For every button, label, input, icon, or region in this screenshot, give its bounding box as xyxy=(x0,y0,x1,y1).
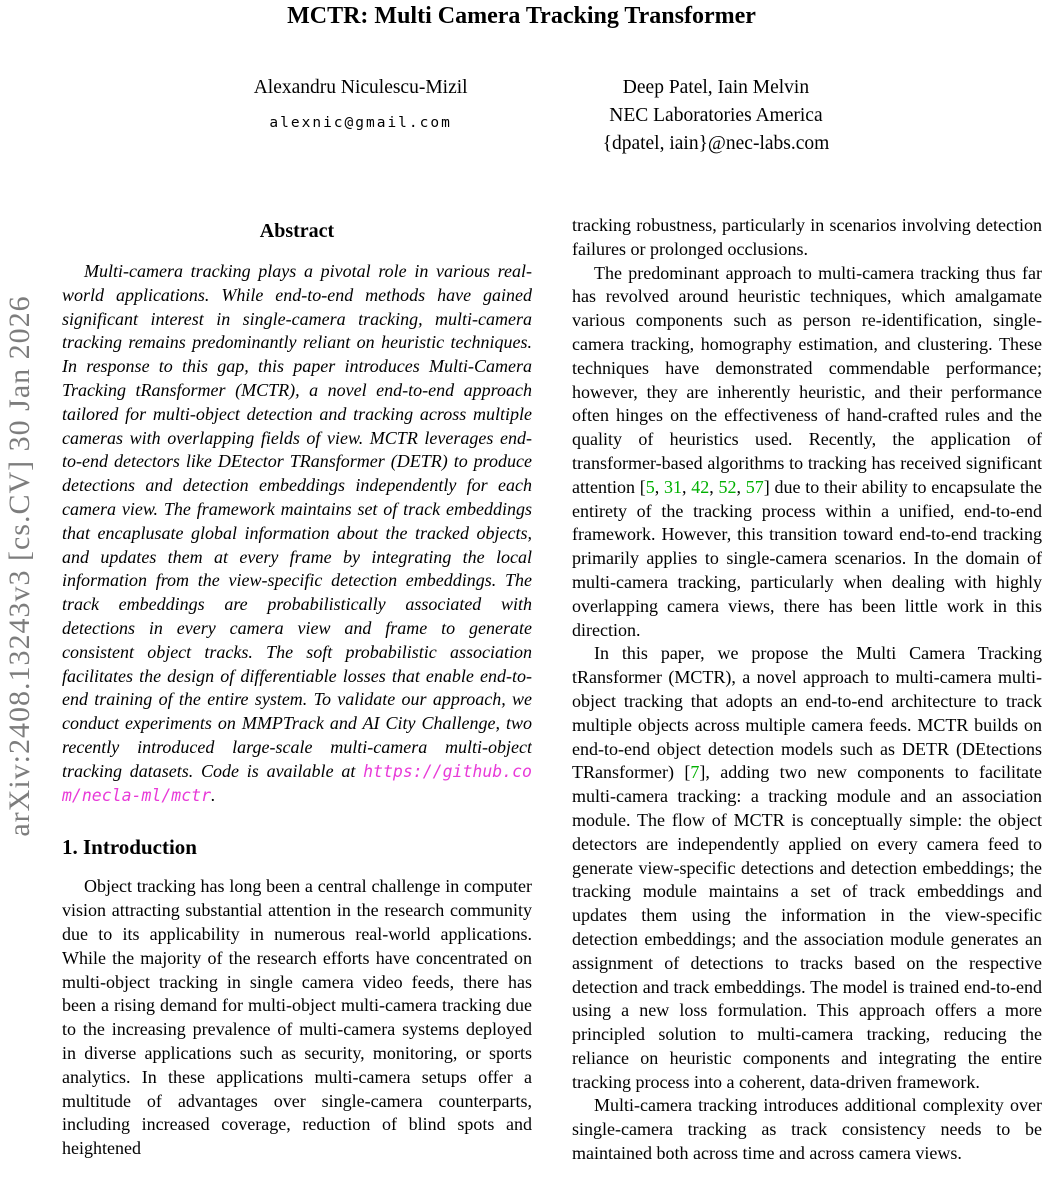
introduction-paragraph: Object tracking has long been a central challenge in computer vision attracting substantial attention in the research community due to its applicability in numerous real-world applications. While the majority of the research efforts have concentrated on multi-object tracking in single camera video feeds, there has been a rising demand for multi-object multi-camera tracking due to the increasing prevalence of multi-camera systems deployed in diverse applications such as security, monitoring, or sports analytics. In these applications multi-camera setups offer a multitude of advantages over single-camera counterparts, including increased coverage, reduction of blind spots and heightened xyxy=(62,876,532,1159)
text-segment: , xyxy=(682,476,692,497)
author-name: Deep Patel, Iain Melvin xyxy=(622,77,810,98)
text-segment: . xyxy=(211,784,216,805)
section-heading-introduction: 1. Introduction xyxy=(62,835,197,860)
paper-title: MCTR: Multi Camera Tracking Transformer xyxy=(287,3,756,29)
text-segment: ], adding two new components to facilitate multi-camera tracking: a tracking module and an association module. The flow of MCTR is conceptually simple: the object detectors are independently applied on every camera feed to generate view-specific detections and detection embeddings; the tracking module maintains a set of track embeddings and updates them using the information in the view-specific detection embeddings; and the association module generates an assignment of detections to tracks based on the respective detection and track embeddings. The model is trained end-to-end using a new loss formulation. This approach offers a more principled solution to multi-camera tracking, reducing the reliance on heuristic components and integrating the entire tracking process into a coherent, data-driven framework. xyxy=(572,762,1042,1092)
text-segment: , xyxy=(736,476,746,497)
author-affiliation: NEC Laboratories America xyxy=(609,105,823,126)
arxiv-watermark: arXiv:2408.13243v3 [cs.CV] 30 Jan 2026 xyxy=(3,295,36,837)
author-block-left xyxy=(254,74,468,158)
citation-link[interactable]: 5 xyxy=(645,476,655,497)
column-right xyxy=(572,214,1042,1200)
paragraph-predominant-approach xyxy=(572,262,1042,643)
text-segment: , xyxy=(654,476,664,497)
author-email: {dpatel, iain}@nec-labs.com xyxy=(602,133,830,154)
text-segment: Multi-camera tracking plays a pivotal role in various real-world applications. While end-to-end methods have gained significant interest in single-camera tracking, multi-camera tracking remains predominantly reliant on heuristic techniques. In response to this gap, this paper introduces Multi-Camera Tracking tRansformer (MCTR), a novel end-to-end approach tailored for multi-object detection and tracking across multiple cameras with overlapping fields of view. MCTR leverages end-to-end detectors like DEtector TRansformer (DETR) to produce detections and detection embeddings independently for each camera view. The framework maintains set of track embeddings that encaplusate global information about the tracked objects, and updates them at every frame by integrating the local information from the view-specific detection embeddings. The track embeddings are probabilistically associated with detections in every camera view and frame to generate consistent object tracks. The soft probabilistic association facilitates the design of differentiable losses that enable end-to-end training of the entire system. To validate our approach, we conduct experiments on MMPTrack and AI City Challenge, two recently introduced large-scale multi-camera multi-object tracking datasets. Code is available at xyxy=(62,261,532,781)
author-name: Alexandru Niculescu-Mizil xyxy=(253,77,468,98)
two-column-body xyxy=(62,214,1042,1200)
citation-link[interactable]: 52 xyxy=(718,476,737,497)
author-row xyxy=(0,74,1043,158)
citation-link[interactable]: 57 xyxy=(745,476,764,497)
author-email: alexnic@gmail.com xyxy=(269,115,452,131)
paragraph-complexity: Multi-camera tracking introduces additional complexity over single-camera tracking as track consistency needs to be maintained both across time and across camera views. xyxy=(572,1095,1042,1164)
citation-link[interactable]: 42 xyxy=(691,476,710,497)
text-segment: In this paper, we propose the Multi Camera Tracking tRansformer (MCTR), a novel approach to multi-camera multi-object tracking that adopts an end-to-end architecture to track multiple objects across multiple camera feeds. MCTR builds on end-to-end object detection models such as DETR (DEtections TRansformer) [ xyxy=(572,643,1042,783)
text-segment: , xyxy=(709,476,719,497)
citation-link[interactable]: 31 xyxy=(664,476,682,497)
url-link[interactable]: https://github.com/necla-ml/mctr xyxy=(62,761,532,805)
paragraph-proposal xyxy=(572,642,1042,1094)
abstract-text xyxy=(62,260,532,807)
text-segment: The predominant approach to multi-camera tracking thus far has revolved around heuristic techniques, which amalgamate various components such as person re-identification, single-camera tracking, homography estimation, and clustering. These techniques have demonstrated commendable performance; however, they are inherently heuristic, and their performance often hinges on the effectiveness of hand-crafted rules and the quality of heuristics used. Recently, the application of transformer-based algorithms to tracking has received significant attention [ xyxy=(572,262,1042,497)
column-left xyxy=(62,214,532,1200)
author-block-right xyxy=(603,74,830,158)
citation-link[interactable]: 7 xyxy=(690,762,700,783)
text-segment: ] due to their ability to encapsulate the entirety of the tracking process within a unified, end-to-end framework. However, this transition toward end-to-end tracking primarily applies to single-camera scenarios. In the domain of multi-camera tracking, particularly when dealing with highly overlapping camera views, there has been little work in this direction. xyxy=(572,476,1042,640)
abstract-heading: Abstract xyxy=(259,220,335,242)
paragraph-continuation: tracking robustness, particularly in scenarios involving detection failures or prolonged occlusions. xyxy=(572,215,1042,259)
